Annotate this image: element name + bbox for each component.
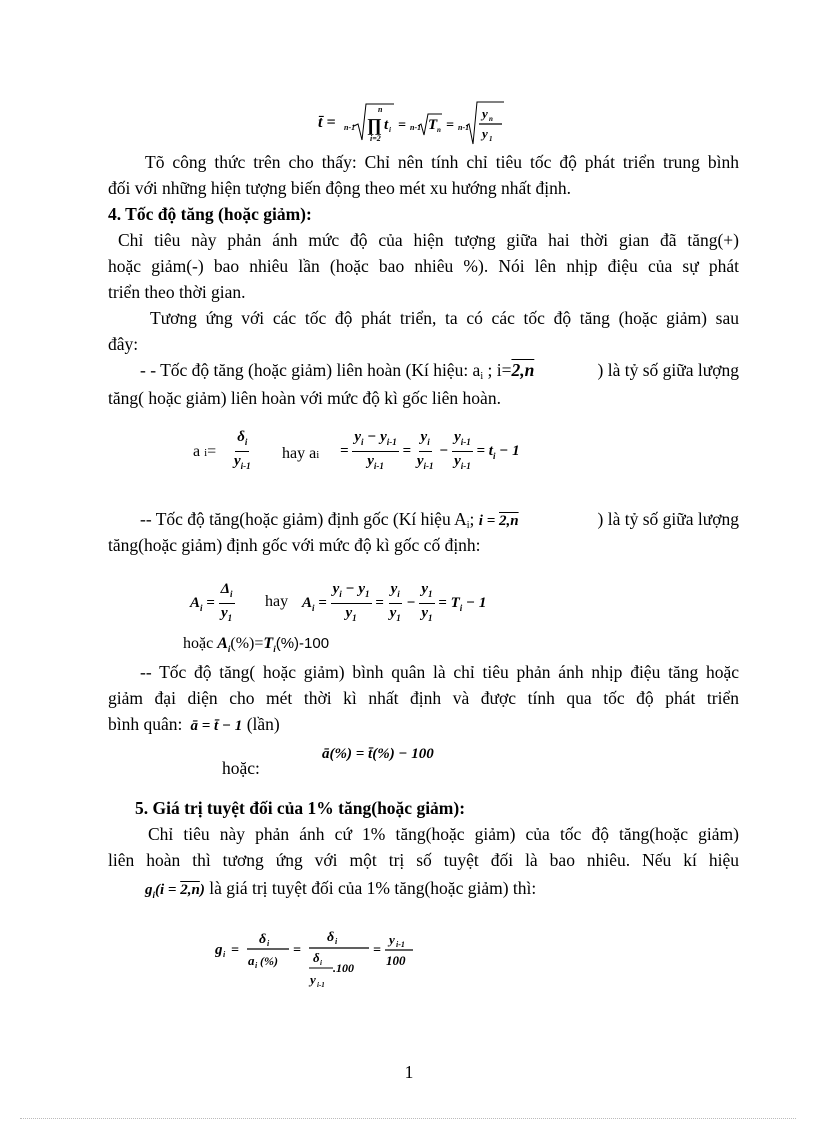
- paragraph-line: Tõ công thức trên cho thấy: Chỉ nên tính chỉ tiêu tốc độ phát triển trung bình: [145, 152, 739, 172]
- svg-text:T: T: [428, 117, 438, 133]
- svg-text:y: y: [482, 126, 488, 141]
- formula-hay: hay ai: [282, 445, 320, 462]
- svg-text:n: n: [489, 115, 493, 123]
- svg-text:i: i: [255, 961, 258, 970]
- svg-text:δ: δ: [259, 932, 267, 947]
- svg-text:1: 1: [489, 135, 493, 143]
- svg-text:100: 100: [386, 953, 406, 968]
- svg-text:g: g: [215, 942, 223, 958]
- svg-text:i: i: [223, 950, 226, 959]
- formula-a-i-right: = $\frac{y_i - y_{i-1}}{y_{i-1}}$ = $\frac{y_i}{y_{i-1}}$ − $\frac{y_{i-1}}{y_{i-1}}$ = $t_i - 1$: [340, 429, 520, 471]
- svg-text:n-1: n-1: [410, 123, 422, 132]
- paragraph-line: Chỉ tiêu này phản ánh cứ 1% tăng(hoặc giảm) của tốc độ tăng(hoặc giảm): [148, 824, 739, 844]
- svg-text:n-1: n-1: [344, 123, 356, 132]
- paragraph-line: hoặc giảm(-) bao nhiêu lần (hoặc bao nhiêu %). Nói lên nhịp điệu của sự phát: [108, 256, 739, 276]
- formula-a-i-left: $\frac{\delta_i}{y_{i-1}}$: [234, 429, 251, 471]
- paragraph-line: đối với những hiện tượng biến động theo mét xu hướng nhất định.: [108, 178, 572, 198]
- inline-text: - - Tốc độ tăng (hoặc giảm) liên hoàn (Kí hiệu: a: [140, 360, 481, 380]
- svg-text:i: i: [267, 939, 270, 948]
- paragraph-line: bình quân: ā = t̄ − 1 (lần): [108, 714, 280, 734]
- inline-text: ;: [469, 509, 475, 529]
- svg-text:n: n: [378, 105, 383, 114]
- formula-hay: hay: [265, 593, 289, 610]
- svg-text:=: =: [293, 943, 301, 958]
- inline-text: -- Tốc độ tăng(hoặc giảm) định gốc (Kí hiệu A: [140, 509, 467, 529]
- formula-g-i: [215, 930, 425, 999]
- paragraph-line: tăng(hoặc giảm) định gốc với mức độ kì gốc cố định:: [108, 535, 481, 555]
- svg-text:i=2: i=2: [370, 134, 381, 143]
- formula-mean-growth-graphic: [318, 100, 508, 146]
- inline-text: là giá trị tuyệt đối của 1% tăng(hoặc giảm) thì:: [209, 878, 537, 898]
- section-heading-4: 4. Tốc độ tăng (hoặc giảm):: [108, 204, 312, 224]
- formula-a-label: a i=: [193, 443, 217, 460]
- page-number: 1: [404, 1062, 414, 1082]
- svg-text:=: =: [373, 943, 381, 958]
- index-range: 2,n: [511, 360, 535, 380]
- svg-text:y: y: [310, 972, 316, 987]
- inline-text: ; i=: [487, 360, 512, 380]
- svg-text:i: i: [389, 126, 391, 134]
- inline-text: ) là tỷ số giữa lượng: [597, 360, 739, 380]
- svg-text:n: n: [437, 126, 441, 134]
- svg-text:i: i: [335, 937, 338, 946]
- paragraph-line: triển theo thời gian.: [108, 282, 246, 302]
- svg-text:∏: ∏: [367, 115, 382, 135]
- svg-text:.100: .100: [333, 961, 354, 975]
- formula-A-i-left: $A_i$ = $\frac{\Delta_i}{y_1}$: [190, 581, 233, 623]
- a-label: a: [193, 443, 201, 460]
- formula-A-percent: hoặc $A_i(\%)=T_i(\%)-100$: [183, 635, 330, 655]
- svg-text:(%): (%): [260, 954, 278, 968]
- formula-g-i-graphic: [215, 930, 425, 994]
- formula-mean-growth: [318, 100, 508, 151]
- formula-a-bar-percent: ā(%) = t̄(%) − 100: [322, 746, 434, 762]
- inline-text: (lần): [246, 714, 280, 734]
- page-bottom-dotted-line: [20, 1118, 796, 1119]
- svg-text:=: =: [231, 943, 239, 958]
- section-heading-5: 5. Giá trị tuyệt đối của 1% tăng(hoặc giảm):: [135, 798, 466, 818]
- svg-text:t: t: [384, 117, 389, 133]
- svg-text:n-1: n-1: [458, 123, 470, 132]
- paragraph-line-chain-rate: - - Tốc độ tăng (hoặc giảm) liên hoàn (Kí hiệu: $a_i$ ; i=2,n ) là tỷ số giữa lượng: [140, 358, 739, 389]
- paragraph-line: $g_i(i = 2,n)$ là giá trị tuyệt đối của 1% tăng(hoặc giảm) thì:: [145, 878, 537, 900]
- formula-A-i-right: $A_i$ = $\frac{y_i - y_1}{y_1}$ = $\frac{y_i}{y_1}$ − $\frac{y_1}{y_1}$ = $T_i - 1$: [302, 581, 487, 623]
- svg-text:δ: δ: [313, 950, 320, 965]
- inline-text: bình quân:: [108, 714, 183, 734]
- paragraph-line: -- Tốc độ tăng( hoặc giảm) bình quân là chỉ tiêu phản ánh nhịp điệu tăng hoặc: [140, 662, 739, 682]
- percent-minus: (%)-100: [275, 635, 330, 652]
- svg-text:δ: δ: [327, 930, 335, 945]
- svg-text:i-1: i-1: [396, 940, 405, 949]
- paragraph-line: đây:: [108, 334, 139, 354]
- svg-text:=: =: [398, 118, 406, 133]
- paragraph-line: Tương ứng với các tốc độ phát triển, ta có các tốc độ tăng (hoặc giảm) sau: [150, 308, 739, 328]
- svg-text:i: i: [320, 959, 322, 967]
- hoac-line: hoặc:: [222, 758, 260, 778]
- percent-eq: (%)=: [230, 635, 264, 652]
- paragraph-line-base-rate: -- Tốc độ tăng(hoặc giảm) định gốc (Kí hiệu $A_i$; i = 2,n ) là tỷ số giữa lượng: [140, 507, 739, 538]
- paragraph-line: tăng( hoặc giảm) liên hoàn với mức độ kì gốc liên hoàn.: [108, 388, 501, 408]
- svg-text:y: y: [482, 106, 488, 121]
- svg-text:t̄ =: t̄ =: [318, 114, 336, 131]
- hay-label: hay a: [282, 445, 317, 462]
- svg-text:a: a: [248, 953, 255, 968]
- svg-text:y: y: [389, 932, 395, 947]
- svg-text:i-1: i-1: [317, 981, 325, 989]
- paragraph-line: giảm đại diện cho mét thời kì nhất định và được tính qua tốc độ phát triển: [108, 688, 739, 708]
- hoac-label: hoặc: [183, 635, 214, 652]
- paragraph-line: Chỉ tiêu này phản ánh mức độ của hiện tượng giữa hai thời gian đã tăng(+): [118, 230, 739, 250]
- paragraph-line: liên hoàn thì tương ứng với một trị số tuyệt đối là bao nhiêu. Nếu kí hiệu: [108, 850, 739, 870]
- inline-text: ) là tỷ số giữa lượng: [597, 509, 739, 529]
- svg-text:=: =: [446, 118, 454, 133]
